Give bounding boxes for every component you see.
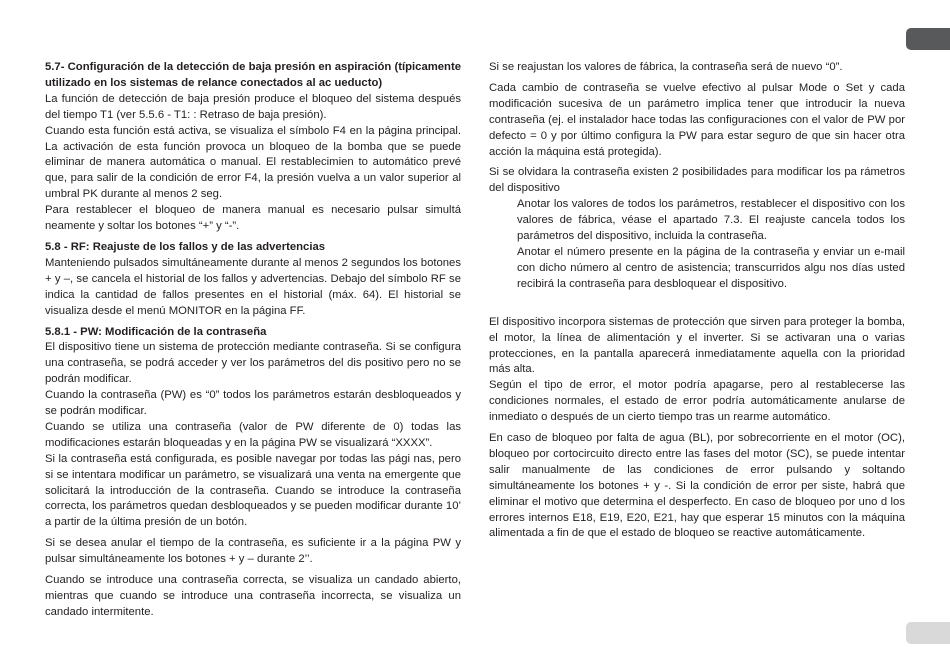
paragraph: Cuando la contraseña (PW) es “0” todos los parámetros estarán desbloqueados y se podrán modificar. — [45, 389, 461, 418]
paragraph: Si se desea anular el tiempo de la contraseña, es suficiente ir a la página PW y pulsar simultáneamente los botones + y – durante 2’’. — [45, 537, 461, 566]
paragraph: Cuando se introduce una contraseña correcta, se visualiza un candado abierto, mientras que cuando se introduce una contraseña incorrecta, se visualiza un candado intermitente. — [45, 574, 461, 618]
paragraph: En caso de bloqueo por falta de agua (BL), por sobrecorriente en el motor (OC), bloqueo por cortocircuito directo entre las fases del motor (SC), se puede intentar salir manualmente de las condiciones de error pulsando y soltando simultáneamente los botones + y -. Si la condición de error per siste, habrá que eliminar el motivo que determina el desperfecto. En caso de bloqueo por uno d los errores internos E18, E19, E20, E21, hay que esperar 15 minutos con la máquina alimentada a fin de que el estado de bloqueo se reactive automáticamente. — [489, 432, 905, 540]
chapter-tab — [906, 28, 950, 50]
paragraph: Según el tipo de error, el motor podría apagarse, pero al restablecerse las condiciones normales, el estado de error podría automáticamente anularse de inmediato o después de un cierto tiempo tras un rearme automático. — [489, 379, 905, 424]
right-column — [489, 60, 905, 542]
section-5-8-heading: 5.8 - RF: Reajuste de los fallos y de las advertencias — [45, 240, 326, 253]
paragraph: Cuando esta función está activa, se visualiza el símbolo F4 en la página principal. La activación de esta función provoca un bloqueo de la bomba que se puede eliminar de manera automática o manual. El restablecimien to automático prevé que, para salir de la condición de error F4, la presión vuelva a un valor superior al umbral PK durante al menos 2 seg. — [45, 124, 461, 201]
paragraph: El dispositivo tiene un sistema de protección mediante contraseña. Si se configura una contraseña, se podrá acceder y ver los parámetros del dis positivo pero no se podrán modificar. — [45, 341, 461, 386]
section-5-7-heading: 5.7- Configuración de la detección de baja presión en aspiración (típicamente utilizado en los sistemas de relance conectados al ac ueducto) — [45, 61, 461, 89]
paragraph: Para restablecer el bloqueo de manera manual es necesario pulsar simultá neamente y soltar los botones “+” y “-”. — [45, 204, 461, 233]
paragraph: Si se reajustan los valores de fábrica, la contraseña será de nuevo “0”. — [489, 61, 843, 73]
list-item: Anotar el número presente en la página de la contraseña y enviar un e-mail con dicho número al centro de asistencia; transcurridos algu nos días usted recibirá la contraseña para desbloquear el dispositivo. — [517, 245, 905, 290]
paragraph: Cada cambio de contraseña se vuelve efectivo al pulsar Mode o Set y cada modificación sucesiva de un parámetro implica tener que introducir la nueva contraseña (ej. el instalador hace todas las configuraciones con el valor de PW por defecto = 0 y por último configura la PW para estar seguro de que sin hacer otra acción la máquina está protegida). — [489, 81, 905, 158]
paragraph: La función de detección de baja presión produce el bloqueo del sistema después del tiempo T1 (ver 5.5.6 - T1: : Retraso de baja presión). — [45, 92, 461, 121]
paragraph: Si se olvidara la contraseña existen 2 posibilidades para modificar los pa rámetros del dispositivo — [489, 166, 905, 195]
paragraph: Manteniendo pulsados simultáneamente durante al menos 2 segundos los botones + y –, se cancela el historial de los fallos y advertencias. Debajo del símbolo RF se indica la cantidad de fallos presentes en el historial (máx. 64). El historial se visualiza desde el menú MONITOR en la página FF. — [45, 256, 461, 317]
list-item: Anotar los valores de todos los parámetros, restablecer el dispositivo con los valores de fábrica, véase el apartado 7.3. El reajuste cancela todos los parámetros del dispositivo, incluida la contraseña. — [517, 198, 905, 243]
paragraph: El dispositivo incorpora sistemas de protección que sirven para proteger la bomba, el motor, la línea de alimentación y el inverter. Si se activaran una o varias protecciones, en la pantalla aparecerá inmediatamente aquella con la prioridad más alta. — [489, 315, 905, 376]
section-5-8-1-heading: 5.8.1 - PW: Modificación de la contraseña — [45, 325, 267, 338]
page-number-tab — [906, 622, 950, 644]
paragraph: Si la contraseña está configurada, es posible navegar por todas las pági nas, pero si se intentara modificar un parámetro, se visualizará una venta na emergente que solicitará la introducción de la contraseña. Cuando se introduce la contraseña correcta, los parámetros quedan desbloqueados y se pueden modificar durante 10’ a partir de la última presión de un botón. — [45, 452, 461, 529]
paragraph: Cuando se utiliza una contraseña (valor de PW diferente de 0) todas las modificaciones estarán bloqueadas y en la página PW se visualizará “XXXX”. — [45, 420, 461, 449]
left-column — [45, 60, 461, 621]
